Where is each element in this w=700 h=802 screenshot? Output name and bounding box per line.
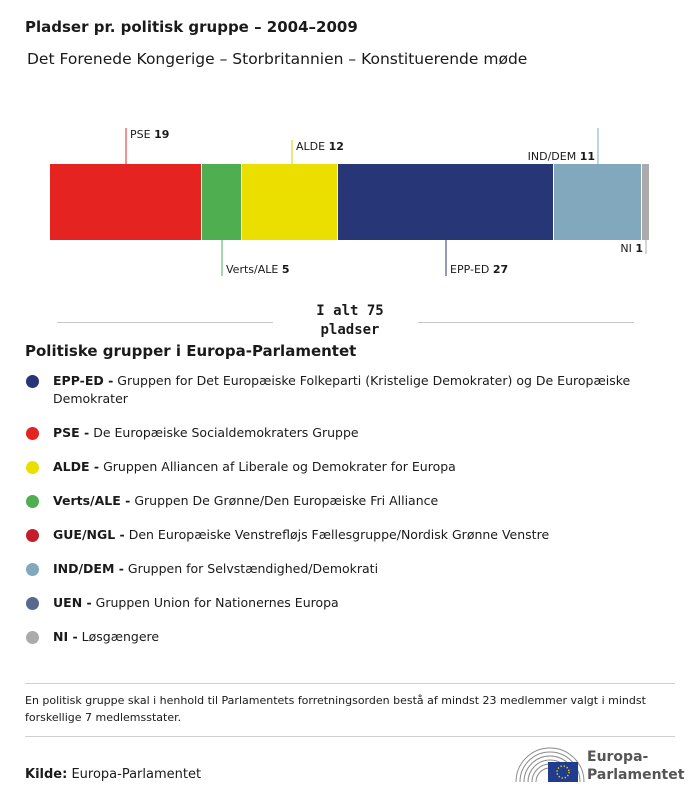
legend-abbr: NI - [53,629,78,644]
bar-epp-ed [338,164,553,240]
bar-label-epp-ed: EPP-ED 27 [450,263,509,276]
legend-item [26,458,666,476]
legend-abbr: UEN - [53,595,92,610]
total-divider-left [57,322,273,323]
legend-description: Gruppen Union for Nationernes Europa [91,595,339,610]
total-seats: I alt 75 pladser [316,303,384,338]
legend-description: Gruppen Alliancen af Liberale og Demokrater for Europa [99,459,456,474]
bar-alde [242,164,337,240]
legend-text [53,458,666,476]
legend-description: Den Europæiske Venstrefløjs Fællesgruppe/Nordisk Grønne Venstre [124,527,550,542]
legend-swatch [26,375,39,388]
logo-text: Europa- Parlamentet [587,749,685,783]
legend-item [26,560,666,578]
bar-ni [642,164,649,240]
legend-item [26,492,666,510]
legend-description: Gruppen for Selvstændighed/Demokrati [123,561,379,576]
chart-subtitle: Det Forenede Kongerige – Storbritannien – Konstituerende møde [27,50,528,68]
legend-swatch [26,495,39,508]
legend-swatch [26,529,39,542]
bar-label-ni: NI 1 [620,242,643,255]
legend-text [53,424,666,442]
legend-swatch [26,563,39,576]
legend-item [26,594,666,612]
chart-title: Pladser pr. politisk gruppe – 2004–2009 [25,18,358,36]
legend-abbr: Verts/ALE - [53,493,131,508]
legend-description: Gruppen for Det Europæiske Folkeparti (Kristelige Demokrater) og De Europæiske Demokrater [53,373,631,406]
legend-text [53,526,666,544]
legend-text [53,628,666,646]
legend-swatch [26,427,39,440]
bar-label-verts-ale: Verts/ALE 5 [226,263,290,276]
legend-swatch [26,631,39,644]
legend-description: Gruppen De Grønne/Den Europæiske Fri Alliance [130,493,439,508]
legend-title: Politiske grupper i Europa-Parlamentet [25,342,357,360]
bar-ind-dem [554,164,641,240]
legend-abbr: GUE/NGL - [53,527,125,542]
bar-label-ind-dem: IND/DEM 11 [527,150,595,163]
bar-label-alde: ALDE 12 [296,140,344,153]
divider-top [25,683,675,684]
total-divider-right [418,322,634,323]
legend-abbr: ALDE - [53,459,100,474]
bar-verts-ale [202,164,241,240]
legend-abbr: PSE - [53,425,90,440]
legend-text [53,560,666,578]
divider-bottom [25,736,675,737]
legend-abbr: EPP-ED - [53,373,114,388]
bar-label-pse: PSE 19 [130,128,170,141]
legend-item [26,526,666,544]
legend-item [26,372,666,408]
legend-swatch [26,461,39,474]
legend-item [26,424,666,442]
legend-text [53,594,666,612]
source-label: Kilde: [25,767,68,782]
legend-item [26,628,666,646]
legend-description: Løsgængere [77,629,160,644]
footnote: En politisk gruppe skal i henhold til Parlamentets forretningsorden bestå af mindst 23 medlemmer valgt i mindst forskellige 7 medlemsstater. [25,694,646,724]
bar-pse [50,164,201,240]
legend-swatch [26,597,39,610]
stacked-bar-chart [0,120,700,290]
legend-text [53,492,666,510]
source [25,767,201,782]
legend-text [53,372,666,408]
legend-abbr: IND/DEM - [53,561,124,576]
source-value: Europa-Parlamentet [67,767,202,782]
legend-description: De Europæiske Socialdemokraters Gruppe [89,425,359,440]
